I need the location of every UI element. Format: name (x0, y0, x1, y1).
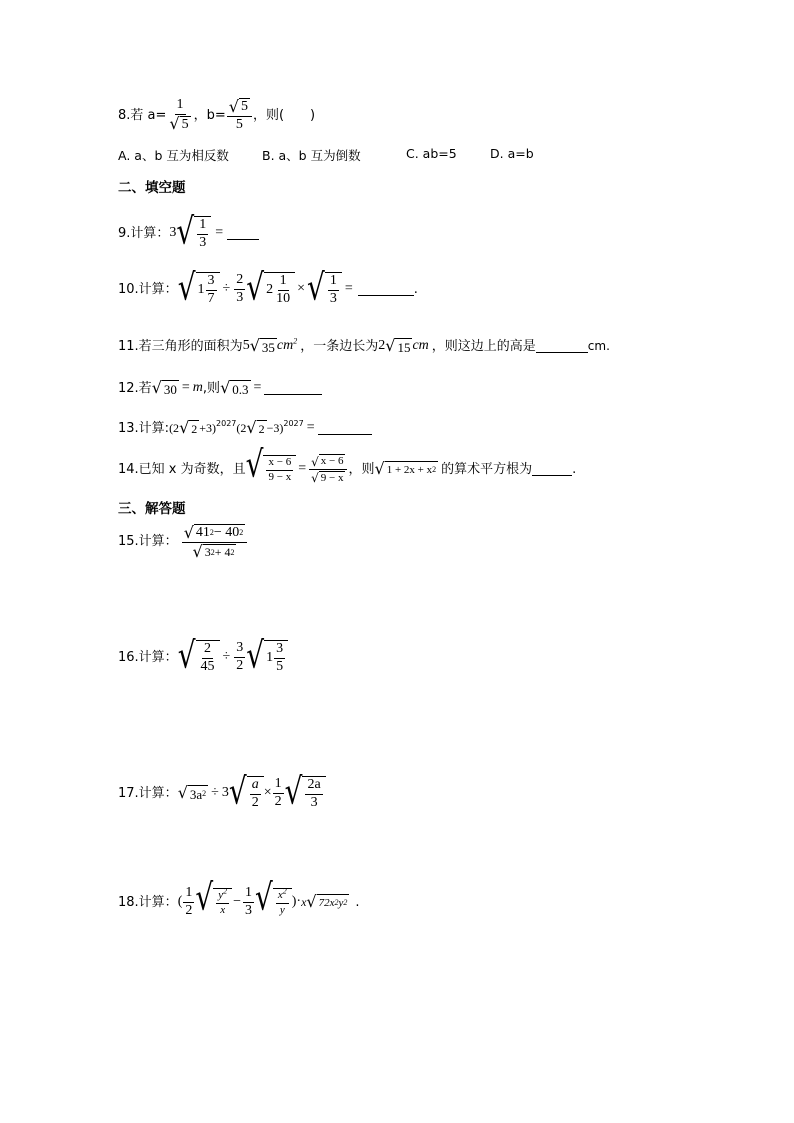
q8-prefix: 8.若 a= (118, 107, 167, 123)
section-fill-in: 二、填空题 (118, 180, 186, 196)
q9-radical: √ $\frac{1}{3}$ (176, 216, 211, 250)
q8-suffix: ，则( ) (252, 107, 316, 123)
q8-option-c: C. ab=5 (406, 146, 457, 161)
q13-answer-blank[interactable] (318, 422, 372, 435)
q8-b-fraction: √ 5 5 (227, 98, 252, 132)
q9-coef: 3 (169, 225, 177, 241)
q11-answer-blank[interactable] (536, 340, 588, 353)
q10-label: 10.计算： (118, 281, 178, 297)
question-10: 10.计算： √ 1 $\frac{3}{7}$ ÷ $\frac{2}{3}$ √ 2 $\frac{1}{10}$ × √ $\frac{1}{3}$ = . (118, 266, 418, 309)
question-18: 18.计算： ( $\frac{1}{2}$ √ $\frac{y^2}{x}$ − $\frac{1}{3}$ √ $\frac{x^2}{y}$ )· x √ 72x 2 y 2 . (118, 875, 360, 919)
question-13: 13.计算: (2 √ 2 +3) 2027 (2 √ 2 −3) 2027 = (118, 420, 372, 436)
q10-answer-blank[interactable] (358, 283, 414, 296)
question-9: 9.计算： 3 √ $\frac{1}{3}$ = (118, 216, 259, 250)
q9-answer-blank[interactable] (227, 227, 259, 240)
question-15: 15.计算： √ 41 2 − 40 2 √ 3 2 + 4 2 (118, 524, 248, 560)
q9-label: 9.计算： (118, 225, 170, 241)
question-16: 16.计算： √ $\frac{2}{45}$ ÷ $\frac{3}{2}$ √ 1 $\frac{3}{5}$ (118, 640, 288, 674)
section-solve: 三、解答题 (118, 501, 186, 517)
q14-answer-blank[interactable] (532, 463, 572, 476)
question-8 (118, 98, 315, 132)
question-14: 14.已知 x 为奇数，且 √ $\frac{x - 6}{9 - x}$ = √ x − 6 √ 9 − x ，则 √ 1 + 2x + x 2 的算术平方根为 . (118, 442, 577, 486)
q12-answer-blank[interactable] (264, 382, 322, 395)
q8-a-fraction: 1 √ 5 (169, 97, 189, 134)
q8-mid: ，b= (193, 107, 226, 123)
question-12: 12.若 √ 30 = m ,则 √ 0.3 = (118, 380, 322, 396)
q8-option-b: B. a、b 互为倒数 (262, 148, 361, 163)
q8-option-a: A. a、b 互为相反数 (118, 148, 229, 163)
question-11: 11.若三角形的面积为 5 √ 35 $cm^2$ ，一条边长为 2 √ 15 cm ，则这边上的高是 cm. (118, 336, 610, 355)
question-17: 17.计算： √ 3a 2 ÷ 3 √ $\frac{a}{2}$ × $\frac{1}{2}$ √ $\frac{2a}{3}$ (118, 776, 326, 810)
q8-option-d: D. a=b (490, 146, 534, 161)
